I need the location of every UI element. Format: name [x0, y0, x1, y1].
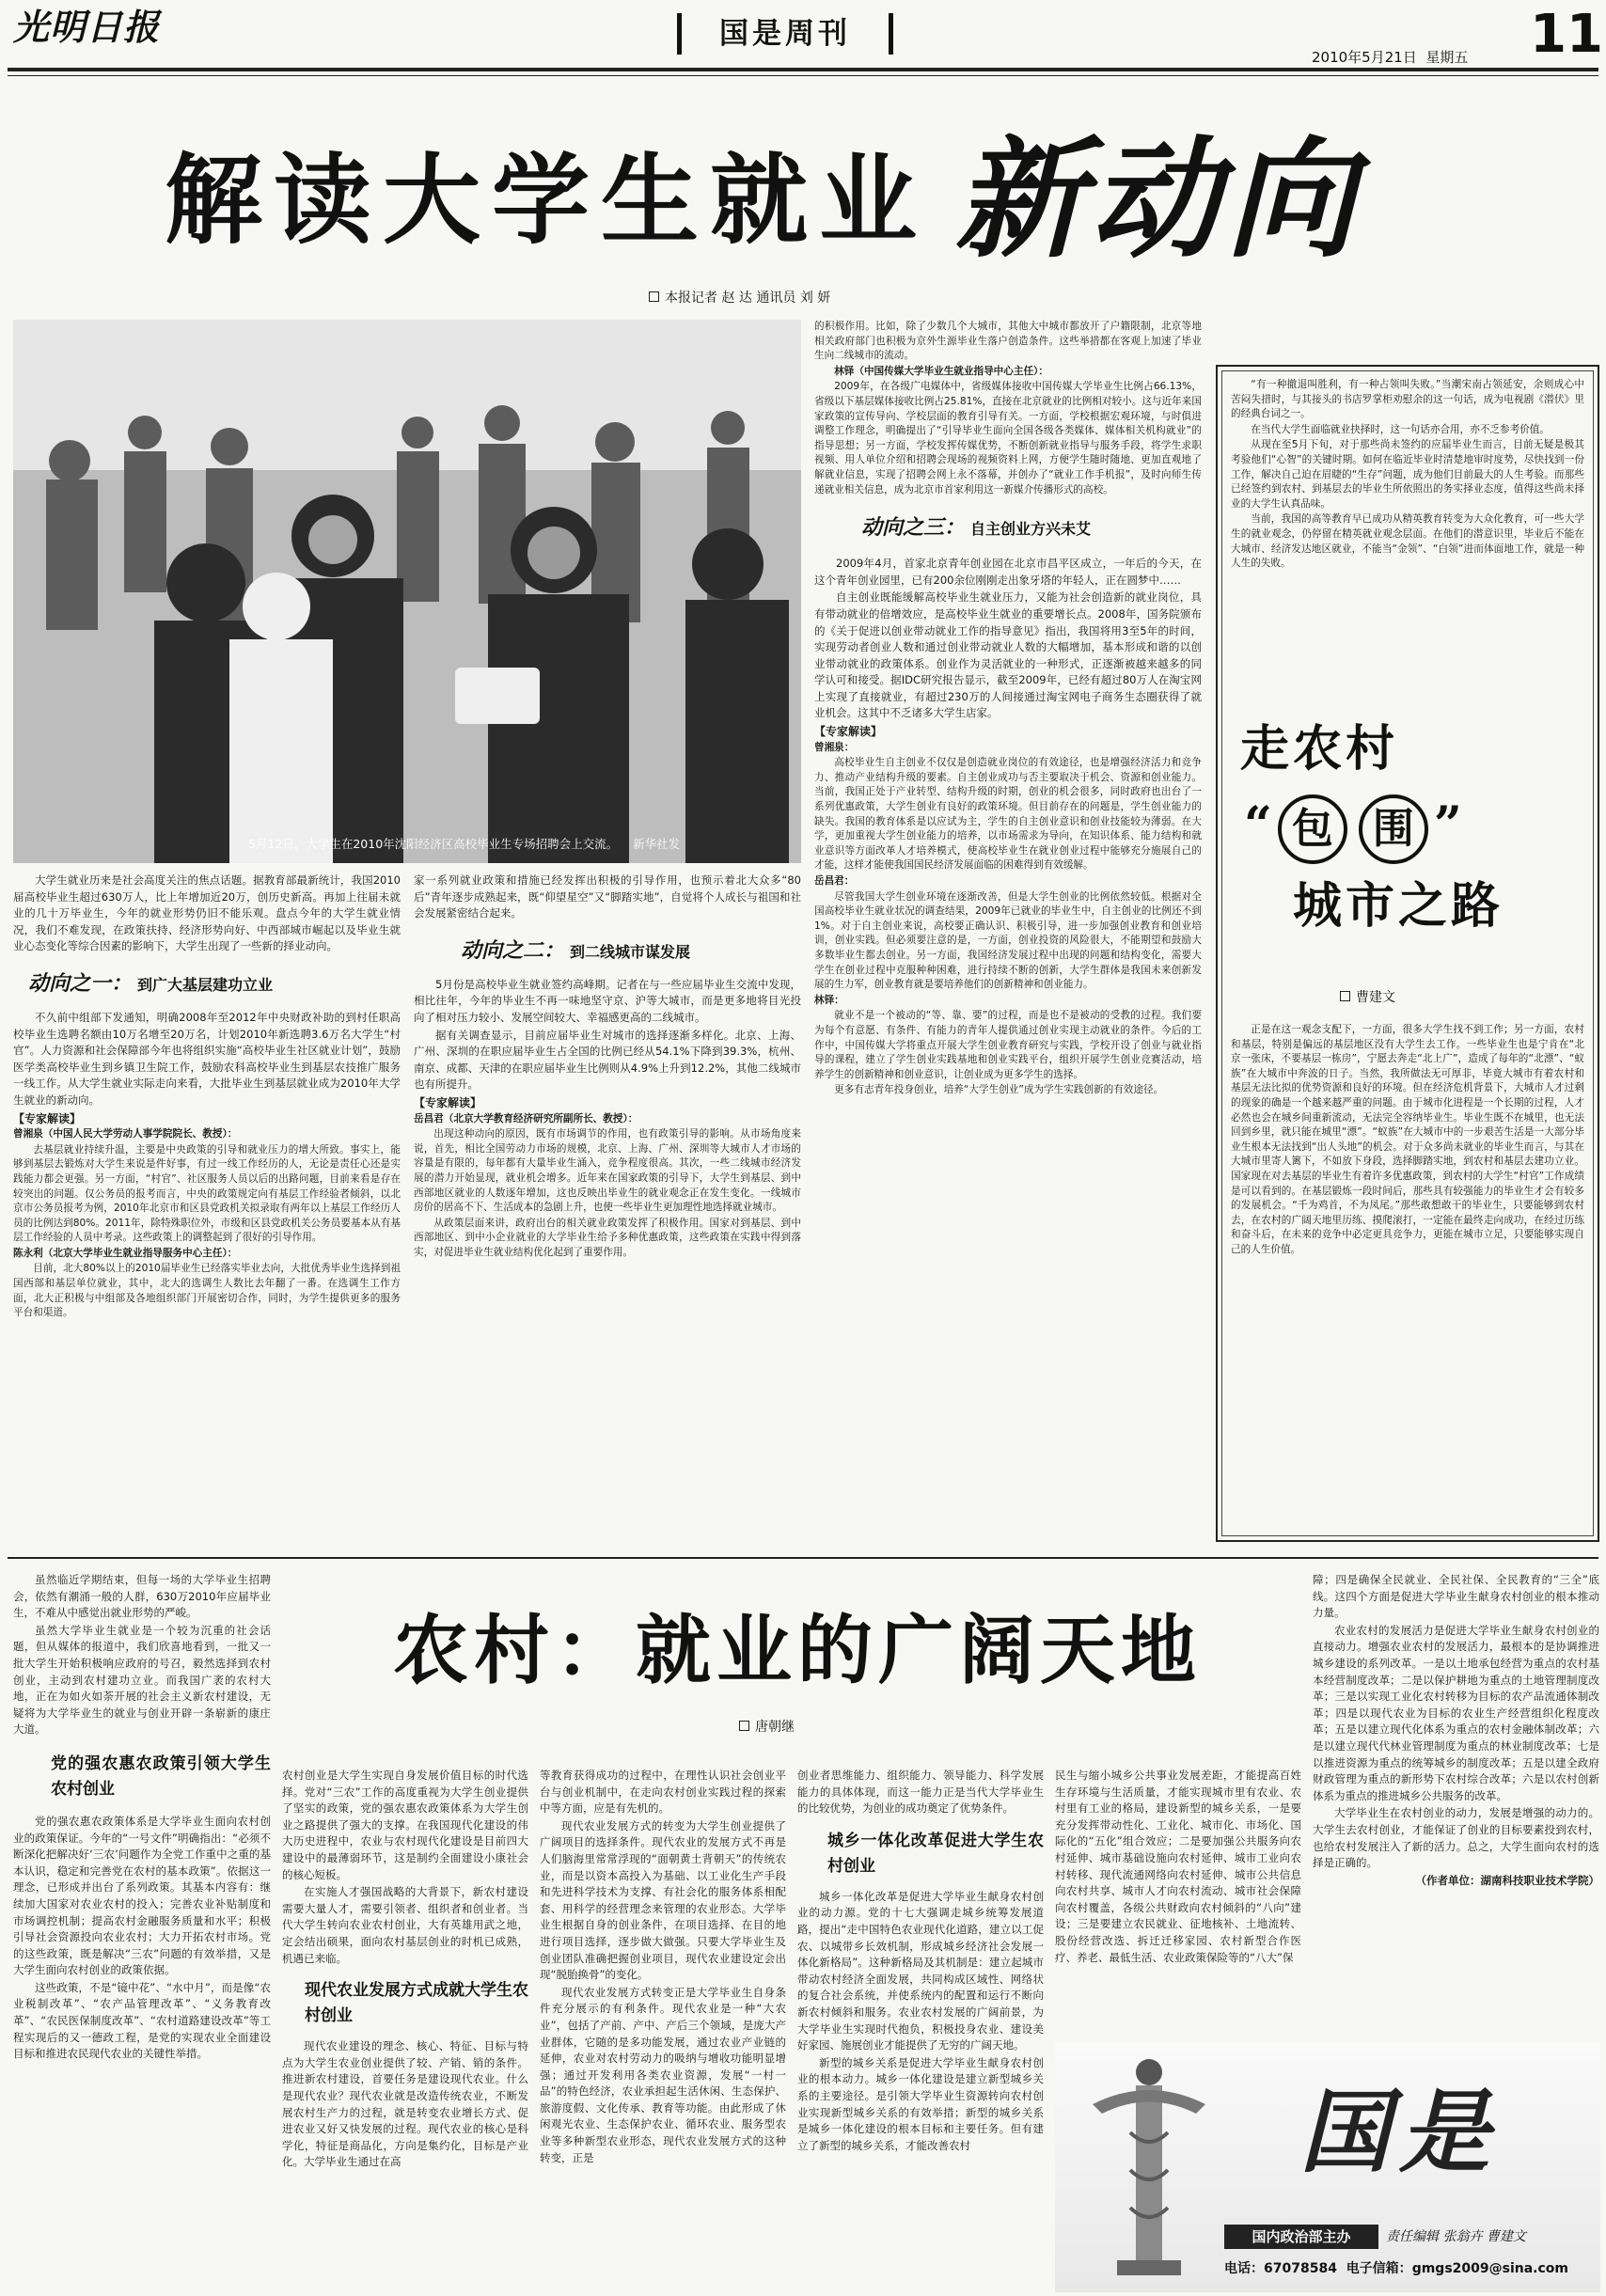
phone-number: 67078584 — [1264, 2261, 1337, 2276]
trend-3-text-2: 自主创业既能缓解高校毕业生就业压力，又能为社会创造新的就业岗位，具有带动就业的倍增效应，是高校毕业生就业的重要增长点。2008年，国务院颁布的《关于促进以创业带动就业工作的指导意见》指出，我国将用3至5年的时间，实现劳动者创业人数和通过创业带动就业人数的大幅增加，基本形成和谐的以创业带动就业的政策体系。创业作为灵活就业的一种形式，正逐渐被越来越多的同学认可和接受。据IDC研究报告显示，截至2009年，已经有超过80万人在淘宝网上实现了直接就业，有超过230万的人间接通过淘宝网电子商务生态圈获得了就业机会。这其中不乏诸多大学生店家。 — [814, 590, 1202, 720]
bottom-col-2 — [282, 1768, 528, 2292]
top-col-3 — [814, 320, 1202, 1542]
footer-logo-text: 国是 — [1299, 2079, 1499, 2185]
expert-1-text: 去基层就业持续升温，主要是中央政策的引导和就业压力的增大所致。事实上，能够到基层去锻炼对大学生来说是件好事，有过一线工作经历的人，无论是责任心还是实践能力都会更强。另一方面，“村官”、社区服务人员以后的出路问题，目前来看是存在较突出的问题。仅公务员的报考而言，中央的政策规定向有基层工作经验者倾斜，以北京市公务员报考为例，2010年北京市和区县党政机关拟录取有两年以上基层工作经历人员的比例达到80%。2011年，除特殊职位外，市级和区县党政机关公务员要基本从有基层工作经验的人员中考录。这些政策上的调整起到了很好的引导作用。 — [13, 1143, 401, 1244]
headline-part-a: 解读大学生就业 — [165, 143, 929, 258]
trend-2-text: 5月份是高校毕业生就业签约高峰期。记者在与一些应届毕业生交流中发现，相比往年，今年的毕业生不再一味地坚守京、沪等大城市，而是更多地将目光投向了相对压力较小、发展空间较大、幸福感更高的二线城市。 — [414, 977, 801, 1024]
circled-char-2 — [1359, 794, 1428, 864]
bottom-s1-text-4: 在实施人才强国战略的大背景下，新农村建设需要大量人才，需要引领者、组织者和创业者。当代大学生转向农业农村创业，大有英雄用武之地，定会结出硕果，面向农村基层创业的时机已成熟，机遇已来临。 — [282, 1885, 528, 1965]
trend-1-subtitle: 到广大基层建功立业 — [137, 975, 274, 994]
sidebar-box — [1216, 365, 1599, 1542]
trend-3-text: 2009年4月，首家北京青年创业园在北京市昌平区成立，一年后的今天，在这个青年创业园里，已有200余位刚刚走出象牙塔的年轻人，正在圆梦中…… — [814, 557, 1202, 587]
phone-label: 电话： — [1224, 2261, 1264, 2276]
sidebar-body — [1231, 1023, 1584, 1531]
expert-block-2 — [414, 1096, 801, 1261]
sidebar-author-name: 曹建文 — [1356, 990, 1395, 1005]
sidebar-title — [1236, 716, 1584, 968]
expert-label-3: 【专家解读】 — [814, 725, 883, 739]
col-3-continued: 的积极作用。比如，除了少数几个大城市，其他大中城市都放开了户籍限制，北京等地相关政府部门也积极为京外生源毕业生落户创造条件。这些举措都在客观上加速了毕业生向二线城市的流动。 — [814, 321, 1202, 362]
trend-3-heading — [861, 512, 1202, 544]
byline-text: 本报记者 赵 达 通讯员 刘 妍 — [665, 291, 831, 306]
col-3-closing: 更多有志青年投身创业，培养“大学生创业”成为学生实践创新的有效途径。 — [834, 1084, 1164, 1096]
footer-host: 国内政治部主办 — [1224, 2225, 1378, 2249]
email-address: gmgs2009@sina.com — [1411, 2261, 1568, 2276]
quote-close: ” — [1433, 796, 1462, 854]
weekday: 星期五 — [1425, 49, 1469, 66]
news-photo — [13, 320, 801, 863]
bottom-s1-text-2: 这些政策，不是“镜中花”、“水中月”，而是像“农业税制改革”、“农产品管理改革”、“义务教育改革”、“农民医保制度改革”、“农村道路建设改革”等工程实现后的又一德政工程，是党的实现农业全面建设目标和推进农民现代农业的关键性举措。 — [13, 1980, 271, 2061]
sidebar-title-line-3: 城市之路 — [1293, 877, 1504, 935]
trend-2-title: 动向之二： — [461, 937, 565, 963]
trend-2-heading — [461, 936, 801, 967]
bottom-subhead-1: 党的强农惠农政策引领大学生农村创业 — [51, 1753, 271, 1799]
bottom-col3-text-2: 现代农业发展方式的转变为大学生创业提供了广阔项目的选择条件。现代农业的发展方式不再是人们脑海里常常浮现的“面朝黄土背朝天”的传统农业，而是以资本高投入为基础、以工业化生产手段和先进科学技术为支撑、有社会化的服务体系相配套、用科学的经营理念来管理的农业形态。大学毕业生根据自身的创业条件，在项目选择、在目的地进行项目选择，逐步做大做强。只要大学毕业生及创业团队准确把握创业项目，现代农业建设定会出现“脱胎换骨”的变化。 — [540, 1818, 786, 1982]
bottom-col6-text-3: 大学毕业生在农村创业的动力，发展是增强的动力的。大学生去农村创业，才能保证了创业的目标要素投到农村，也给农村发展注入了新的活力。总之，大学生面向农村的选择是正确的。 — [1313, 1806, 1599, 1870]
expert-2-text: 目前，北大80%以上的2010届毕业生已经落实毕业去向，大批优秀毕业生选择到祖国西部和基层单位就业，其中，北大的选调生人数比去年翻了一番。在选调生工作方面，北大正积极与中组部及各地组织部门开展密切合作，同时，为学生提供更多的服务平台和渠道。 — [13, 1263, 401, 1319]
bottom-s3-text-2: 新型的城乡关系是促进大学毕业生献身农村创业的根本动力。城乡一体化建设是建立新型城乡关系的主要途径。是引领大学毕业生资源转向农村创业实现新型城乡关系的有效举措；新型的城乡关系是城乡一体化建设的根本目标和主要任务。但有建立了新型的城乡关系，才能改善农村 — [797, 2055, 1044, 2152]
expert-3-text-2: 从政策层面来讲，政府出台的相关就业政策发挥了积极作用。国家对到基层、到中西部地区、到中小企业就业的大学毕业生给予多种优惠政策，这些政策在实践中得到落实，对促进毕业生就业结构优化起到了重要作用。 — [414, 1217, 801, 1258]
expert-2-name: 陈永利（北京大学毕业生就业指导服务中心主任）： — [13, 1247, 238, 1259]
expert-block-1 — [13, 1112, 401, 1321]
page-number: 11 — [1530, 4, 1603, 65]
mid-separator — [8, 1557, 1598, 1559]
expert-7-name: 林铎： — [814, 994, 844, 1006]
circled-char-1-text: 包 — [1291, 804, 1333, 853]
bottom-headline: 农村：就业的广阔天地 — [393, 1606, 1202, 1694]
section-name: 国是周刊 — [719, 17, 851, 51]
photo-caption-text: 5月12日，大学生在2010年沈阳经济区高校毕业生专场招聘会上交流。 — [248, 837, 619, 851]
bottom-author — [739, 1717, 927, 1738]
expert-7-text: 就业不是一个被动的“等、靠、要”的过程，而是也不是被动的受教的过程。我们要为每个有意愿、有条件、有能力的青年人提供通过创业实现主动就业的条件。今后的工作中，中国传媒大学将重点开展大学生创业教育研究与实践，学校开设了创业与就业指导的课程，建立了学生创业实践基地和创业实践平台，组织开展学生创业竞赛活动，培养学生的创新精神和创业意识，让创业成为更多学生的选择。 — [814, 1010, 1202, 1080]
bottom-s1-text-3: 农村创业是大学生实现自身发展价值目标的时代选择。党对“三农”工作的高度重视为大学生创业提供了坚实的政策，党的强农惠农政策体系为大学生创业之路提供了强大的支撑。在我国现代化建设的伟大历史进程中，农业与农村现代化建设是目前四大建设中的最薄弱环节，这是制约全面建设小康社会的核心短板。 — [282, 1769, 528, 1881]
bottom-col-1 — [13, 1572, 271, 2292]
email-label: 电子信箱： — [1346, 2261, 1412, 2276]
main-headline — [165, 120, 1462, 280]
col-2-continued: 家一系列就业政策和措施已经发挥出积极的引导作用，也预示着北大众多“80后”青年逐步成熟起来，既“仰望星空”又“脚踏实地”，自觉将个人成长与祖国和社会发展紧密结合起来。 — [414, 873, 801, 920]
sidebar-para-2: 在当代大学生面临就业抉择时，这一句话亦合用，亦不乏参考价值。 — [1251, 423, 1550, 435]
trend-1-title: 动向之一： — [28, 970, 133, 996]
circled-char-2-text: 围 — [1372, 804, 1414, 853]
bottom-col3-text: 等教育获得成功的过程中，在理性认识社会创业平台与创业机制中，在走向农村创业实践过程的探索中等方面，应是有先机的。 — [540, 1769, 786, 1816]
trend-2-subtitle: 到二线城市谋发展 — [570, 942, 691, 961]
expert-label-1: 【专家解读】 — [13, 1111, 82, 1125]
quote-open: “ — [1244, 796, 1272, 854]
bottom-subhead-2: 现代农业发展方式成就大学生农村创业 — [305, 1981, 528, 2026]
sidebar-para-1: “有一种撤退叫胜利，有一种占领叫失败。”当潮宋南占领延安，余则成心中苦闷失措时，与其接头的书店罗掌柜劝慰余的这一句话，成为电视剧《潜伏》里的经典台词之一。 — [1231, 379, 1584, 420]
author-affiliation: （作者单位：湖南科技职业技术学院） — [1415, 1873, 1599, 1887]
bottom-s1-text: 党的强农惠农政策体系是大学毕业生面向农村创业的政策保证。今年的“一号文件”明确指出：“必须不断深化把解决好‘三农’问题作为全党工作重中之重的基本认识，稳定和完善党在农村的基本政策”。依据这一理念，已形成并出台了系列政策。其基本内容有：继续加大国家对农业农村的投入；完善农业补贴制度和市场调控机制；提高农村金融服务质量和水平；积极引导社会资源投向农业农村；大力开拓农村市场。党的这些政策，既是解决“三农”问题的有效举措，又是大学生面向农村创业的政策依据。 — [13, 1814, 271, 1977]
expert-3-text: 出现这种动向的原因，既有市场调节的作用，也有政策引导的影响。从市场角度来说，首先，相比全国劳动力市场的规模，北京、上海、广州、深圳等大城市人才市场的容量是有限的，每年都有大量毕业生涌入，竞争程度很高。其次，一些二线城市经济发展的潜力开始显现，就业机会增多。近年来在国家政策的引导下，大学生到基层、到中西部地区就业的人数逐年增加，这也反映出毕业生的就业观念正在发生变化。一线城市房价的居高不下、生活成本的急剧上升，也使一些毕业生更加理性地选择就业城市。 — [414, 1128, 801, 1214]
top-col-2 — [414, 873, 801, 1542]
bottom-author-box-icon — [739, 1721, 749, 1731]
top-col-1 — [13, 873, 401, 1542]
trend-1-heading — [28, 968, 401, 1000]
trend-3-title: 动向之三： — [861, 515, 966, 541]
footer-logo-block — [1055, 2042, 1600, 2292]
expert-5-name: 曾湘泉： — [814, 741, 855, 753]
bottom-lead: 虽然临近学期结束，但每一场的大学毕业生招聘会，依然有潮涌一般的人群，630万2010年应届毕业生，不难从中感觉出就业形势的严峻。 — [13, 1573, 271, 1620]
expert-6-name: 岳昌君： — [814, 875, 855, 887]
byline-box-icon — [649, 291, 659, 302]
huabiao-pillar-icon — [1055, 2048, 1243, 2283]
trend-1-text: 不久前中组部下发通知，明确2008年至2012年中央财政补助的到村任职高校毕业生选聘名额由10万名增至20万名，计划2010年新选聘3.6万名大学生“村官”。人力资源和社会保障部今年也将组织实施“高校毕业生社区就业计划”，鼓励医学类高校毕业生到乡镇卫生院工作，鼓励农科高校毕业生到基层农技推广服务一线工作。从大学生就业实际走向来看，大批毕业生到基层就业成为2010年大学生就业的新动向。 — [13, 1010, 401, 1107]
bottom-col3-text-3: 现代农业发展方式转变正是大学毕业生自身条件充分展示的有利条件。现代农业是一种“大农业”，包括了产前、产中、产后三个领域，是庞大产业群体，它随的是多功能发展，通过农业产业链的延伸，农业对农村劳动力的吸纳与增收功能明显增强；通过开发利用各类农业资源，发展“一村一品”的特色经济，农业承担起生活休闲、生态保护、旅游度假、文化传承、教育等功能。由此形成了休闲观光农业、生态保护农业、循环农业、服务型农业等多种新型农业形态，现代农业发展方式的这种转变，正是 — [540, 1985, 786, 2164]
sidebar-author — [1340, 987, 1528, 1008]
headline-part-b: 新动向 — [954, 124, 1362, 275]
bottom-col-4 — [797, 1768, 1044, 2292]
bottom-col-6 — [1313, 1572, 1599, 2031]
photo-caption — [248, 835, 794, 856]
bottom-col-3 — [540, 1768, 786, 2292]
byline — [649, 288, 1044, 308]
photo-credit: 新华社发 — [633, 837, 681, 851]
bottom-subhead-3: 城乡一体化改革促进大学生农村创业 — [827, 1831, 1044, 1876]
bottom-lead-2: 虽然大学毕业生就业是一个较为沉重的社会话题，但从媒体的报道中，我们欣喜地看到，一批又一批大学生开始积极响应政府的号召，毅然选择到农村创业，主动到农村建功立业。而我国广袤的农村大地，正在为如火如荼开展的社会主义新农村建设，无疑将为大学毕业生的就业与创业开辟一条崭新的康庄大道。 — [13, 1623, 271, 1737]
sidebar-title-line-1: 走农村 — [1240, 720, 1399, 778]
bottom-s3-text: 城乡一体化改革是促进大学毕业生献身农村创业的动力源。党的十七大强调走城乡统筹发展道路，提出“走中国特色农业现代化道路，建立以工促农、以城带乡长效机制，形成城乡经济社会发展一体化新格局”。这种新格局及其机制是：建立起城市带动农村经济全面发展，共同构成区域性、网络状的复合社会系统，并使系统内的配置和运行不断向新农村倾斜和服务。农业农村发展的广阔前景，为大学毕业生实现时代抱负，积极投身农业、建设美好家园、施展创业才能提供了无穷的广阔天地。 — [797, 1889, 1044, 2052]
footer-editors: 责任编辑 张翁卉 曹建文 — [1386, 2229, 1526, 2244]
header-rule-thin — [8, 75, 1598, 76]
trend-3-subtitle: 自主创业方兴未艾 — [970, 520, 1092, 539]
sidebar-para-4: 当前，我国的高等教育早已成功从精英教育转变为大众化教育，可一些大学生的就业观念，仍停留在精英就业观念层面。在他们的潜意识里，毕业后不能在大城市、经济发达地区就业，不能当“金领”、“白领”进而体面地工作，就是一种人生的失败。 — [1231, 513, 1584, 570]
date: 2010年5月21日 — [1312, 49, 1417, 66]
expert-4-text: 2009年，在各级广电媒体中，省级媒体接收中国传媒大学毕业生比例占66.13%，省级以下基层媒体接收比例占25.81%，直接在北京就业的比例相对较小。这与近年来国家政策的宣传导向、学校层面的教育引导有关。一方面，学校根据宏观环境，与时俱进调整工作理念，明确提出了“引导毕业生面向全国各级各类媒体、媒体相关机构就业”的指导思想；另一方面，学校发挥传媒优势，不断创新就业指导与服务手段，将学生求职视频、用人单位介绍和招聘会现场的视频资料上网，方便学生随时随地、更加直观地了解就业信息，实现了招聘会网上永不落幕，并创办了“就业工作手机报”，及时向师生传递就业相关信息，成为北京市首家利用这一新媒介传播形式的高校。 — [814, 381, 1202, 495]
author-box-icon — [1340, 991, 1350, 1001]
intro-paragraph: 大学生就业历来是社会高度关注的焦点话题。据教育部最新统计，我国2010届高校毕业生超过630万人，比上年增加近20万，创历史新高。再加上往届未就业的几十万毕业生，今年的就业形势仍旧不能乐观。盘点今年的大学生就业情况，我们不难发现，在政策扶持、经济形势向好、中西部城市崛起以及毕业生就业心态变化等综合因素的影响下，大学生出现了一些新的择业动向。 — [13, 873, 401, 953]
footer-contact — [1224, 2258, 1600, 2281]
photo-illustration — [13, 320, 801, 863]
bottom-col6-text: 障；四是确保全民就业、全民社保、全民教育的“三全”底线。这四个方面是促进大学毕业生献身农村创业的根本推动力量。 — [1313, 1573, 1599, 1620]
bottom-col5-text: 民生与缩小城乡公共事业发展差距，才能提高百姓生存环境与生活质量，才能实现城市里有农业、农村里有工业的格局，建设新型的城乡关系，一是要充分发挥带动性化、工业化、城市化、市场化、国际化的“五化”组合效应；二是要加强公共服务向农村延伸、城市基础设施向农村延伸、城市工业向农村转移、现代流通网络向农村延伸、城市公共信息向农村共享、城市人才向农村流动、城市社会保障向农村覆盖，各级公共财政向农村倾斜的“八向”建设；三是要建立农民就业、征地核补、土地流转、股份经营改选、拆迁迁移家园、农村新型合作医疗、养老、最低生活、农业政策保险等的“八大”保 — [1055, 1769, 1301, 1964]
bottom-author-name: 唐朝继 — [755, 1720, 795, 1735]
sidebar-body-text: 正是在这一观念支配下，一方面，很多大学生找不到工作；另一方面，农村和基层，特别是偏远的基层地区没有大学生去工作。一些毕业生也是宁肯在“北京一张床，不要基层一栋房”，宁愿去奔走“北上广”，造成了每年的“北漂”、“蚁族”在大城市中奔波的日子。当然，我所做法无可厚非，毕竟大城市有着农村和基层无法比拟的优势资源和良好的环境。但在经济危机背景下，大城市人才过剩的现象的确是一个越来越严重的问题。由于城市化进程是一个长期的过程，人才必然也会在城乡间重新流动，无法完全容纳毕业生。毕业生既不在城里，也无法回到乡里，就只能在城里“漂”。“蚁族”在大城市中的一步艰苦生活是一大部分毕业生根本无法找到“出人头地”的机会。对于众多尚未就业的毕业生而言，与其在大城市里寄人篱下，不如放下身段，选择脚踏实地，到农村和基层去建功立业。国家现在对去基层的毕业生有着许多优惠政策，到农村的大学生“村官”工作成绩是可以看到的。在基层锻炼一段时间后，那些具有较强能力的毕业生才会有较多的发展机会。“千为鸡首，不为凤尾。”那些敢想敢干的毕业生，只要能够到农村去，在农村的广阔天地里历练、摸爬滚打，一定能在最终走向成功，在经过历练和奋斗后，在未来的竞争中必定更具竞争力，更能在城市立足，只要能够实现自己的人生价值。 — [1231, 1024, 1584, 1255]
sidebar-para-3: 从现在至5月下旬，对于那些尚未签约的应届毕业生而言，目前无疑是极其考验他们“心智”的关键时期。如何在临近毕业时清楚地审时度势，尽快找到一份工作，解决自己迫在眉睫的“生存”问题，成为他们目前最大的人生考验。而那些已经签约到农村、到基层去的毕业生所依照出的务实择业态度，值得这些尚未择业的大学生认真品味。 — [1231, 439, 1584, 510]
trend-2-text-2: 据有关调查显示，目前应届毕业生对城市的选择逐渐多样化。北京、上海、广州、深圳的在职应届毕业生占全国的比例已经从54.1%下降到39.3%，杭州、南京、成都、天津的在职应届毕业生比例则从4.9%上升到12.2%，其他二线城市也有所提升。 — [414, 1028, 801, 1092]
circled-char-1 — [1278, 794, 1347, 864]
sidebar-title-line-2 — [1236, 782, 1584, 869]
header-rule — [8, 68, 1598, 71]
expert-4-name: 林铎（中国传媒大学毕业生就业指导中心主任）： — [834, 365, 1048, 377]
bottom-col4-text: 创业者思维能力、组织能力、领导能力、科学发展能力的具体体现，而这一能力正是当代大学毕业生的比较优势，为创业的成功奠定了优势条件。 — [797, 1769, 1044, 1816]
masthead-logo: 光明日报 — [13, 6, 161, 48]
expert-3-name: 岳昌君（北京大学教育经济研究所副所长、教授）： — [414, 1112, 638, 1124]
expert-5-text: 高校毕业生自主创业不仅仅是创造就业岗位的有效途径，也是增强经济活力和竞争力、推动产业结构升级的要素。自主创业成功与否主要取决于机会、资源和创业能力。当前，我国正处于产业转型、结构升级的时期，创业的机会很多，同时政府也出台了一系列优惠政策，大学生创业有良好的政策环境。但目前存在的问题是，学生创业能力的缺失。我国的教育体系是以应试为主，学生的自主创业意识和创业技能较为薄弱。在大学，更加重视大学生创业能力的培养，以市场需求为导向，在知识体系、能力结构和就业意识等方面改革人才培养模式，使高校毕业生在就业创业过程中能够充分施展自己的才能，这样才能使我国国民经济发展面临的困难得到有效缓解。 — [814, 757, 1202, 872]
bottom-col-5 — [1055, 1768, 1301, 2031]
expert-1-name: 曾湘泉（中国人民大学劳动人事学院院长、教授）： — [13, 1128, 238, 1140]
expert-label-2: 【专家解读】 — [414, 1095, 482, 1109]
bottom-s2-text: 现代农业建设的理念、核心、特征、目标与特点为大学生农业创业提供了较、产销、销的条件。推进新农村建设，首要任务是建设现代农业。什么是现代农业？现代农业就是改造传统农业，不断发展农村生产力的过程，就是转变农业增长方式、促进农业又好又快发展的过程。现代农业的核心是科学化，特征是商品化，方向是集约化，目标是产业化。大学毕业生通过在高 — [282, 2039, 528, 2169]
bottom-col6-text-2: 农业农村的发展活力是促进大学毕业生献身农村创业的直接动力。增强农业农村的发展活力，最根本的是协调推进城乡建设的系列改革。一是以土地承包经营为重点的农村基本经营制度改革；二是以保护耕地为重点的土地管理制度改革；三是以实现工业化农村转移为目标的农产品流通体制改革；四是以现代农业为目标的农业生产经营组织化程度改革；五是以建立现代化体系为重点的农村金融体制改革；六是以建立现代代林业管理制度为重点的林业制度改革；七是以推进资源为重点的统筹城乡的制度改革；五是以建全政府财政管理为重点的新形势下农村综合改革；六是以农村创新体系为重点的推进城乡公共服务的改革。 — [1313, 1623, 1599, 1802]
sidebar-top-text — [1231, 378, 1584, 709]
expert-6-text: 尽管我国大学生创业环境在逐渐改善，但是大学生创业的比例依然较低。根据对全国高校毕业生就业状况的调查结果，2009年已就业的毕业生中，自主创业的比例还不到1%。对于自主创业来说，高校要正确认识、积极引导，进一步加强创业教育和创业培训，创业实践。但必须要注意的是，一方面，创业投资的风险很大，不能期望和鼓励大多数毕业生都去创业。另一方面，我国经济发展过程中出现的问题和结构变化，需要大学生在创业过程中克服种种困难，进行持续不断的创新，大学生群体是我国未来创新发展的生力军，创业教育就是要培养他们的创新精神和创业能力。 — [814, 890, 1202, 991]
section-banner — [677, 13, 893, 55]
masthead — [13, 6, 164, 49]
